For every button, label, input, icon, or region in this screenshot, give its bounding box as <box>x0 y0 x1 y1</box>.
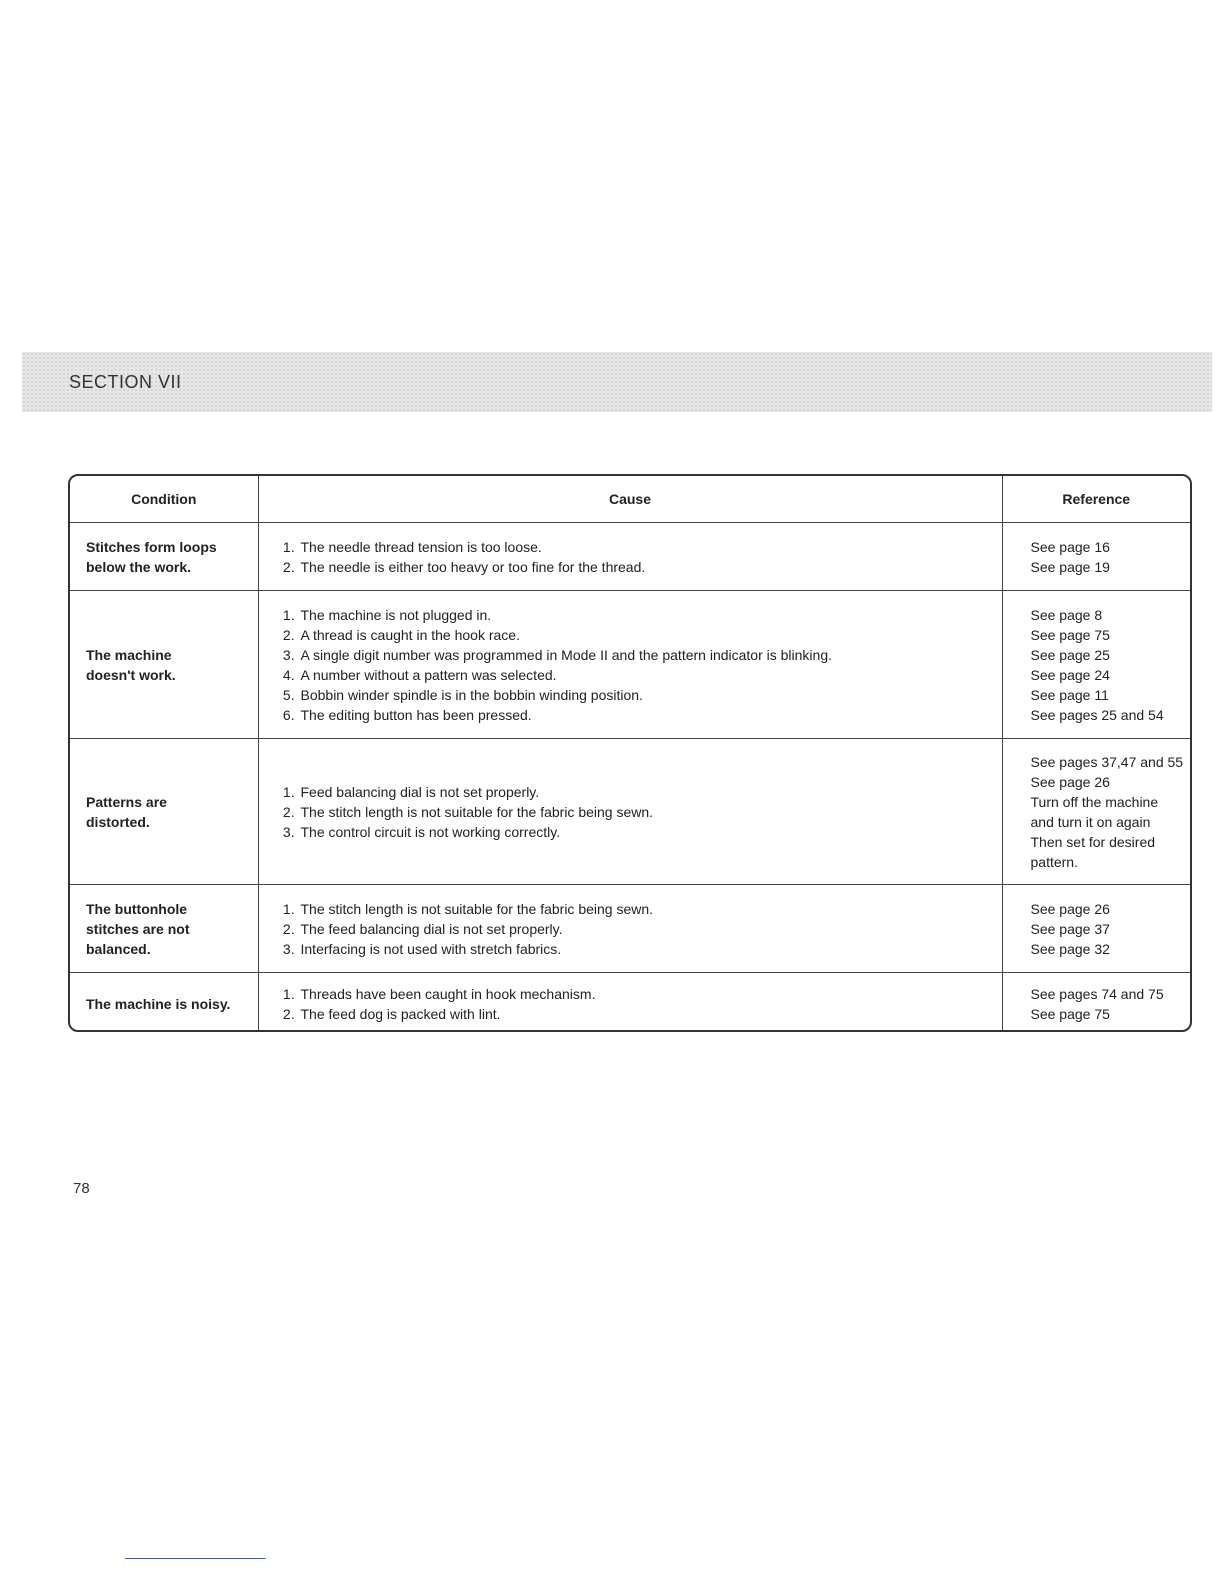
condition-text: Stitches form loops <box>86 538 217 555</box>
cause-item: 2. The stitch length is not suitable for the fabric being sewn. <box>299 802 1001 822</box>
reference-cell <box>1002 591 1190 739</box>
header-reference: Reference <box>1002 476 1190 523</box>
reference-text: See page 26 <box>1030 900 1110 917</box>
reference-text: See page 16 <box>1030 538 1110 555</box>
cause-item: 1. The stitch length is not suitable for the fabric being sewn. <box>299 899 1001 919</box>
condition-text: distorted. <box>86 813 150 830</box>
footer-rule <box>125 1558 266 1559</box>
reference-text: See page 26 <box>1030 773 1110 790</box>
condition-text: below the work. <box>86 558 192 575</box>
reference-text: pattern. <box>1030 853 1078 870</box>
reference-text: See page 32 <box>1030 940 1110 957</box>
cause-item: 6. The editing button has been pressed. <box>299 705 1001 725</box>
cause-list <box>277 605 1001 725</box>
reference-text: Then set for desired <box>1030 833 1156 850</box>
condition-cell <box>70 973 258 1033</box>
condition-text: doesn't work. <box>86 666 176 683</box>
cause-item: 3. Interfacing is not used with stretch fabrics. <box>299 939 1001 959</box>
cause-cell <box>258 973 1002 1033</box>
cause-item: 1. Feed balancing dial is not set properly. <box>299 782 1001 802</box>
reference-text: See pages 25 and 54 <box>1030 706 1164 723</box>
cause-item: 4. A number without a pattern was selected. <box>299 665 1001 685</box>
condition-text: Patterns are <box>86 793 167 810</box>
cause-list <box>277 782 1001 842</box>
troubleshooting-table <box>68 474 1192 1032</box>
condition-text: balanced. <box>86 940 151 957</box>
section-title: SECTION VII <box>69 372 182 392</box>
condition-text: The machine <box>86 646 172 663</box>
reference-cell <box>1002 885 1190 973</box>
reference-text: See page 75 <box>1030 626 1110 643</box>
condition-text: stitches are not <box>86 920 190 937</box>
page-number: 78 <box>73 1180 90 1197</box>
cause-list <box>277 899 1001 959</box>
reference-text: and turn it on again <box>1030 813 1151 830</box>
reference-text: See pages 74 and 75 <box>1030 985 1164 1002</box>
reference-text: See page 24 <box>1030 666 1110 683</box>
reference-text: See page 37 <box>1030 920 1110 937</box>
header-condition: Condition <box>70 476 258 523</box>
cause-item: 5. Bobbin winder spindle is in the bobbin winding position. <box>299 685 1001 705</box>
reference-text: See pages 37,47 and 55 <box>1030 753 1184 770</box>
cause-cell <box>258 591 1002 739</box>
reference-text: See page 75 <box>1030 1005 1110 1022</box>
reference-text: See page 8 <box>1030 606 1103 623</box>
cause-list <box>277 537 1001 577</box>
cause-item: 3. A single digit number was programmed in Mode II and the pattern indicator is blinking. <box>299 645 1001 665</box>
cause-item: 2. A thread is caught in the hook race. <box>299 625 1001 645</box>
condition-text: The machine is noisy. <box>86 995 231 1012</box>
cause-cell <box>258 885 1002 973</box>
cause-item: 2. The feed dog is packed with lint. <box>299 1004 1001 1024</box>
cause-list <box>277 984 1001 1024</box>
reference-cell <box>1002 739 1190 885</box>
table-row <box>70 523 1190 591</box>
cause-cell <box>258 523 1002 591</box>
cause-item: 2. The feed balancing dial is not set properly. <box>299 919 1001 939</box>
condition-cell <box>70 739 258 885</box>
cause-item: 3. The control circuit is not working correctly. <box>299 822 1001 842</box>
cause-cell <box>258 739 1002 885</box>
condition-cell <box>70 885 258 973</box>
reference-text: See page 19 <box>1030 558 1110 575</box>
table-header-row <box>70 476 1190 523</box>
reference-text: See page 25 <box>1030 646 1110 663</box>
condition-text: The buttonhole <box>86 900 188 917</box>
section-banner <box>22 352 1212 412</box>
condition-cell <box>70 591 258 739</box>
cause-item: 1. The needle thread tension is too loose. <box>299 537 1001 557</box>
condition-cell <box>70 523 258 591</box>
table-row <box>70 973 1190 1033</box>
reference-cell <box>1002 523 1190 591</box>
reference-text: See page 11 <box>1030 686 1109 703</box>
cause-item: 1. The machine is not plugged in. <box>299 605 1001 625</box>
reference-cell <box>1002 973 1190 1033</box>
cause-item: 2. The needle is either too heavy or too fine for the thread. <box>299 557 1001 577</box>
table-row <box>70 885 1190 973</box>
cause-item: 1. Threads have been caught in hook mechanism. <box>299 984 1001 1004</box>
table-row <box>70 591 1190 739</box>
reference-text: Turn off the machine <box>1030 793 1159 810</box>
table-row <box>70 739 1190 885</box>
header-cause: Cause <box>258 476 1002 523</box>
